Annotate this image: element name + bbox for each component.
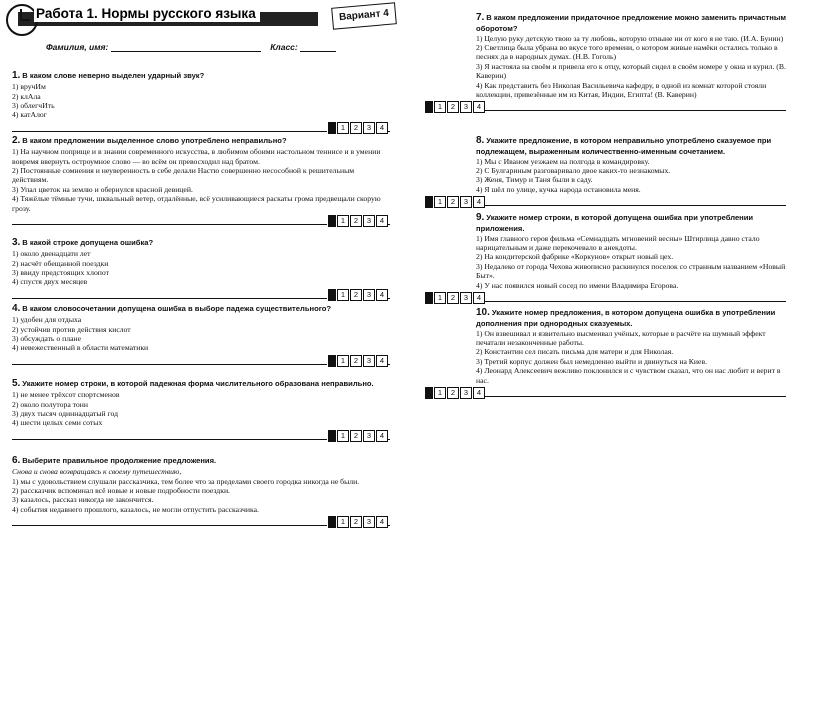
answer-box-4[interactable]: 4 [376,430,388,442]
answer-option: 2) около полутора тонн [12,399,89,409]
answer-marker [425,387,433,399]
task-number: 10. [476,307,490,318]
answer-boxes [424,196,485,208]
answer-option: 1) удобен для отдыха [12,315,82,325]
answer-box-2[interactable]: 2 [447,292,459,304]
answer-box-3[interactable]: 3 [363,122,375,134]
answer-option: 3) казалось, рассказ никогда не закончится. [12,495,154,505]
task-number: 1. [12,70,21,81]
answer-option: 3) обсуждать о плане [12,333,82,343]
answer-option: 2) Светлица была убрана во вкусе того времени, о котором живые намёки остались только в песнях да в народных думах. (Н.В. Гоголь) [476,42,778,62]
answer-box-1[interactable]: 1 [337,516,349,528]
answer-option: 2) С Булгариным разговаривало двое каких-то незнакомых. [476,165,671,175]
answer-box-1[interactable]: 1 [434,101,446,113]
task-question-text: Укажите номер предложения, в котором допущена ошибка в употреблении дополнения при однородных сказуемых. [476,308,776,329]
class-field[interactable] [300,43,336,52]
answer-option: 3) двух тысяч одиннадцатый год [12,408,119,418]
answer-boxes [327,430,388,442]
answer-boxes [424,101,485,113]
answer-option: 1) Он взвешивал и язвительно высмеивал учёных, которые в расчёте на шумный эффект печатали незаконченные работы. [476,328,766,347]
answer-box-1[interactable]: 1 [337,430,349,442]
task-question-text: В какой строке допущена ошибка? [22,238,154,247]
answer-box-2[interactable]: 2 [350,122,362,134]
answer-option: 1) мы с удовольствием слушали рассказчика, тем более что за пределами своего городка никогда не были. [12,476,360,486]
answer-marker [425,101,433,113]
answer-row [437,386,786,399]
answer-box-3[interactable]: 3 [460,196,472,208]
answer-option: 1) не менее трёхсот спортсменов [12,390,120,400]
answer-box-3[interactable]: 3 [363,430,375,442]
task-2 [12,135,390,227]
task-number: 8. [476,135,485,146]
task-question [476,135,786,157]
answer-option: 3) Я настояла на своём и привела его к отцу, который сидел в своём номере у окна и курил. (В. Каверин) [476,61,786,81]
answer-boxes [327,355,388,367]
answer-option: 1) Мы с Иваном уезжаем на полгода в командировку. [476,156,650,166]
task-question-text: В каком предложении придаточное предложение можно заменить причастным оборотом? [476,13,786,34]
task-question [12,378,390,390]
task-number: 4. [12,303,21,314]
answer-option: 4) У нас появился новый сосед по имени Владимира Егорова. [476,280,679,290]
answer-box-4[interactable]: 4 [376,355,388,367]
answer-boxes [327,516,388,528]
answer-row [437,291,786,304]
answer-option: 3) Третий корпус должен был немедленно выйти и двинуться на Киев. [476,356,707,366]
task-3 [12,237,390,301]
answer-option: 1) На научном поприще и в знании современного искусства, в любимом обоими настольном теннисе и в умении вовремя ввернуть остроумное слово — во всём он превосходил над братом. [12,147,381,166]
task-question [12,135,390,147]
answer-boxes [327,215,388,227]
answer-marker [328,122,336,134]
answer-box-4[interactable]: 4 [376,215,388,227]
answer-marker [328,430,336,442]
task-number: 3. [12,237,21,248]
task-question-text: Укажите предложение, в котором неправильно употреблено сказуемое при подлежащем, выраженным количественно-именным сочетанием. [476,136,772,157]
task-10 [437,307,786,399]
task-question-text: В каком слове неверно выделен ударный звук? [22,71,205,80]
name-field[interactable] [111,43,261,52]
task-question-text: В каком предложении выделенное слово употреблено неправильно? [22,136,287,145]
answer-box-1[interactable]: 1 [434,292,446,304]
answer-row [12,288,390,301]
answer-box-4[interactable]: 4 [473,101,485,113]
answer-marker [328,289,336,301]
answer-option: 4) Я шёл по улице, кучка народа остановила меня. [476,184,641,194]
answer-box-1[interactable]: 1 [337,355,349,367]
answer-marker [425,292,433,304]
student-fields [46,42,336,52]
answer-box-2[interactable]: 2 [447,101,459,113]
answer-marker [328,355,336,367]
answer-box-1[interactable]: 1 [337,289,349,301]
answer-marker [425,196,433,208]
answer-box-3[interactable]: 3 [363,516,375,528]
task-9 [437,212,786,304]
task-question [12,237,390,249]
answer-box-3[interactable]: 3 [460,387,472,399]
answer-marker [328,215,336,227]
task-question [12,70,390,82]
variant-badge: Вариант 4 [331,2,397,29]
task-number: 9. [476,212,485,223]
task-number: 5. [12,378,21,389]
task-number: 7. [476,12,485,23]
answer-rule [476,396,786,397]
answer-box-3[interactable]: 3 [460,101,472,113]
answer-option: 3) Недалеко от города Чехова живописно раскинулся поселок со странным названием «Новый Быт». [476,261,786,281]
answer-box-1[interactable]: 1 [337,122,349,134]
answer-option: 4) Как представить без Николая Васильевича кафедру, в одной из комнат которой стояли коллекции, привезённые им из Китая, Индии, Египта! (В. Каверин) [476,80,767,99]
answer-box-2[interactable]: 2 [447,387,459,399]
answer-option: 2) насчёт обещанной поездки [12,258,109,268]
answer-option: 4) шести целых семи сотых [12,418,103,428]
answer-option: 4) спустя двух месяцев [12,277,88,287]
answer-box-4[interactable]: 4 [473,196,485,208]
answer-box-1[interactable]: 1 [434,387,446,399]
answer-option: 1) вручИм [12,82,46,92]
task-question [12,303,390,315]
answer-option: 3) ввиду предстоящих хлопот [12,267,109,277]
name-label: Фамилия, имя: [46,42,109,52]
answer-option: 4) события недавнего прошлого, казалось, не могли отпустить рассказчика. [12,504,259,514]
answer-box-4[interactable]: 4 [376,122,388,134]
task-question-text: Укажите номер строки, в которой падежная форма числительного образована неправильно. [22,379,374,388]
task-question [12,455,390,467]
worksheet-header [12,0,390,58]
answer-option: 2) Константин сел писать письма для матери и для Николая. [476,347,674,357]
task-question-text: Выберите правильное продолжение предложения. [22,456,217,465]
answer-row [12,429,390,442]
answer-option: 2) рассказчик вспоминал всё новые и новые подробности поездки. [12,485,230,495]
class-label: Класс: [270,42,298,52]
answer-box-4[interactable]: 4 [473,387,485,399]
answer-box-3[interactable]: 3 [363,289,375,301]
answer-box-4[interactable]: 4 [376,516,388,528]
task-intro: Снова и снова возвращаясь к своему путешествию, [12,467,182,477]
answer-boxes [327,289,388,301]
answer-option: 2) клАла [12,91,41,101]
answer-box-4[interactable]: 4 [473,292,485,304]
answer-option: 1) Целую руку детскую твою за ту любовь, которую отныне ни от кого я не таю. (И.А. Бунин) [476,33,784,43]
answer-option: 4) катАлог [12,110,47,120]
answer-option: 4) Тяжёлые тёмные тучи, шквальный ветер, отдалённые, всё усиливающиеся раскаты грома предвещали скорую грозу. [12,194,381,213]
page-title: Работа 1. Нормы русского языка [34,6,260,22]
task-question [476,12,786,34]
answer-box-1[interactable]: 1 [337,215,349,227]
answer-option: 3) Упал цветок на землю и обернулся красной девицей. [12,184,193,194]
answer-option: 3) Женя, Тимур и Таня были в саду. [476,175,593,185]
answer-box-2[interactable]: 2 [350,215,362,227]
answer-rule [476,301,786,302]
answer-box-2[interactable]: 2 [350,516,362,528]
task-5 [12,378,390,442]
task-1 [12,70,390,134]
answer-option: 4) Леонард Алексеевич вежливо поклонился и с чувством сказал, что он нас любит и верит в нас. [476,366,781,385]
answer-row [437,195,786,208]
answer-rule [476,205,786,206]
task-number: 6. [12,455,21,466]
answer-row [12,515,390,528]
answer-box-3[interactable]: 3 [363,215,375,227]
answer-option: 2) На кондитерской фабрике «Коркунов» открыт новый цех. [476,252,674,262]
answer-option: 2) устойчив против действия кислот [12,324,131,334]
task-4 [12,303,390,367]
task-question-text: Укажите номер строки, в которой допущена ошибка при употреблении приложения. [476,213,754,234]
answer-row [12,214,390,227]
task-7 [437,12,786,113]
answer-option: 4) невежественный в области математики [12,343,149,353]
answer-option: 2) Постоянные сомнения и неуверенность в себе делали Настю совершенно несособной к решительным действиям. [12,165,355,185]
answer-rule [476,110,786,111]
task-question [476,307,786,329]
task-question-text: В каком словосочетании допущена ошибка в выборе падежа существительного? [22,304,332,313]
answer-boxes [424,292,485,304]
answer-option: 1) около двенадцати лет [12,249,91,259]
answer-boxes [424,387,485,399]
answer-marker [328,516,336,528]
task-question [476,212,786,234]
left-column [12,0,390,527]
task-8 [437,135,786,208]
answer-row [437,100,786,113]
answer-boxes [327,122,388,134]
answer-box-3[interactable]: 3 [460,292,472,304]
answer-box-2[interactable]: 2 [350,289,362,301]
answer-box-2[interactable]: 2 [350,355,362,367]
task-6 [12,455,390,528]
answer-box-2[interactable]: 2 [447,196,459,208]
task-number: 2. [12,135,21,146]
answer-box-2[interactable]: 2 [350,430,362,442]
answer-box-3[interactable]: 3 [363,355,375,367]
answer-box-1[interactable]: 1 [434,196,446,208]
answer-row [12,121,390,134]
answer-option: 3) облегчИть [12,100,55,110]
answer-option: 1) Имя главного героя фильма «Семнадцать мгновений весны» Штирлица давно стало нарицательным и даже перекочевало в анекдоты. [476,233,760,252]
answer-row [12,354,390,367]
answer-box-4[interactable]: 4 [376,289,388,301]
